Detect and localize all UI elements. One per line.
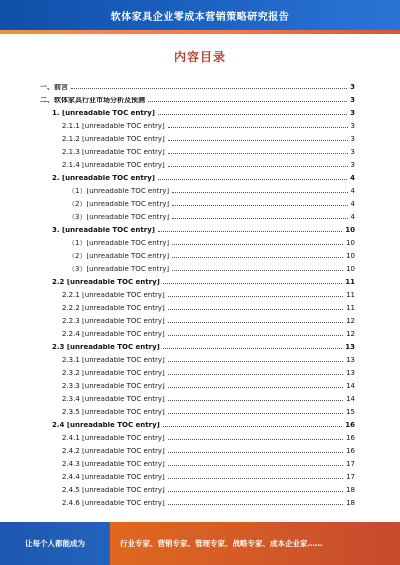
toc-entry-title: 2.1.1 [unreadable TOC entry] — [62, 123, 165, 130]
footer-left-text: 让每个人都能成为 — [0, 522, 110, 565]
toc-leader-dots — [168, 465, 343, 466]
toc-leader-dots — [172, 244, 343, 245]
toc-leader-dots — [168, 491, 343, 492]
toc-entry-title: 2.4.2 [unreadable TOC entry] — [62, 448, 165, 455]
toc-leader-dots — [168, 387, 343, 388]
toc-leader-dots — [158, 231, 342, 232]
toc-entry-page: 13 — [346, 356, 355, 364]
toc-leader-dots — [168, 374, 343, 375]
toc-entry-page: 13 — [345, 343, 355, 351]
toc-leader-dots — [163, 283, 342, 284]
toc-entry[interactable] — [40, 110, 355, 120]
toc-entry-title: （1）[unreadable TOC entry] — [68, 188, 170, 195]
toc-entry-page: 11 — [345, 278, 355, 286]
toc-leader-dots — [172, 257, 343, 258]
toc-entry-title: 二、软体家具行业市场分析及预测 — [40, 97, 145, 104]
toc-entry[interactable] — [40, 136, 355, 146]
toc-entry-page: 4 — [350, 200, 355, 208]
toc-entry-title: 2.2.4 [unreadable TOC entry] — [62, 331, 165, 338]
toc-entry-page: 3 — [350, 96, 355, 104]
toc-entry-page: 17 — [346, 460, 355, 468]
toc-entry[interactable] — [40, 84, 355, 94]
toc-leader-dots — [158, 114, 347, 115]
toc-leader-dots — [71, 88, 347, 89]
toc-entry-title: 1. [unreadable TOC entry] — [52, 110, 155, 117]
toc-leader-dots — [168, 140, 348, 141]
report-title: 软体家具企业零成本营销策略研究报告 — [110, 11, 290, 23]
toc-heading: 内容目录 — [173, 50, 226, 64]
toc-entry-title: 2.1.4 [unreadable TOC entry] — [62, 162, 165, 169]
toc-entry-title: 2.2 [unreadable TOC entry] — [52, 279, 160, 286]
toc-leader-dots — [172, 270, 343, 271]
toc-leader-dots — [168, 335, 343, 336]
toc-leader-dots — [168, 322, 343, 323]
toc-leader-dots — [148, 101, 347, 102]
toc-entry[interactable] — [40, 292, 355, 302]
toc-entry[interactable] — [40, 188, 355, 198]
toc-entry[interactable] — [40, 175, 355, 185]
toc-entry-title: 2.3.5 [unreadable TOC entry] — [62, 409, 165, 416]
toc-entry[interactable] — [40, 396, 355, 406]
toc-entry[interactable] — [40, 201, 355, 211]
toc-entry-page: 18 — [346, 486, 355, 494]
toc-leader-dots — [163, 426, 342, 427]
toc-entry-page: 12 — [346, 317, 355, 325]
toc-entry-title: 2.3.1 [unreadable TOC entry] — [62, 357, 165, 364]
toc-entry-page: 3 — [350, 84, 355, 91]
toc-entry-title: 2.3.2 [unreadable TOC entry] — [62, 370, 165, 377]
toc-entry-title: 2.4.3 [unreadable TOC entry] — [62, 461, 165, 468]
toc-entry[interactable] — [40, 123, 355, 133]
toc-entry-page: 4 — [350, 187, 355, 195]
toc-entry-title: 2.4.6 [unreadable TOC entry] — [62, 500, 165, 507]
toc-entry-title: 2.4.4 [unreadable TOC entry] — [62, 474, 165, 481]
toc-entry-title: 2.3 [unreadable TOC entry] — [52, 344, 160, 351]
toc-entry[interactable] — [40, 461, 355, 471]
toc-entry[interactable] — [40, 435, 355, 445]
toc-entry-title: （3）[unreadable TOC entry] — [68, 266, 170, 273]
toc-entry-page: 18 — [346, 499, 355, 507]
toc-entry-title: 2.1.2 [unreadable TOC entry] — [62, 136, 165, 143]
toc-entry[interactable] — [40, 162, 355, 172]
toc-entry-page: 3 — [350, 148, 355, 156]
toc-entry-title: 2. [unreadable TOC entry] — [52, 175, 155, 182]
toc-entry[interactable] — [40, 344, 355, 354]
toc-leader-dots — [168, 309, 343, 310]
toc-entry-title: 2.4.1 [unreadable TOC entry] — [62, 435, 165, 442]
toc-leader-dots — [168, 127, 348, 128]
toc-entry-page: 10 — [346, 239, 355, 247]
toc-entry[interactable] — [40, 370, 355, 380]
toc-entry[interactable] — [40, 331, 355, 341]
toc-entry-page: 10 — [346, 265, 355, 273]
toc-entry[interactable] — [40, 318, 355, 328]
toc-entry[interactable] — [40, 474, 355, 484]
toc-entry[interactable] — [40, 149, 355, 159]
toc-entry[interactable] — [40, 266, 355, 276]
toc-entry-page: 16 — [346, 434, 355, 442]
toc-entry-page: 4 — [350, 174, 355, 182]
toc-entry-title: （3）[unreadable TOC entry] — [68, 214, 170, 221]
header-accent-stripe — [0, 30, 400, 34]
toc-entry-title: （1）[unreadable TOC entry] — [68, 240, 170, 247]
toc-leader-dots — [168, 452, 343, 453]
toc-leader-dots — [158, 179, 347, 180]
toc-entry-page: 3 — [350, 109, 355, 117]
toc-leader-dots — [168, 413, 343, 414]
table-of-contents — [40, 84, 355, 510]
toc-entry[interactable] — [40, 357, 355, 367]
toc-leader-dots — [172, 205, 347, 206]
toc-entry-title: 2.2.3 [unreadable TOC entry] — [62, 318, 165, 325]
toc-entry-title: 2.3.3 [unreadable TOC entry] — [62, 383, 165, 390]
toc-entry-page: 16 — [346, 447, 355, 455]
toc-entry[interactable] — [40, 305, 355, 315]
toc-leader-dots — [172, 218, 347, 219]
report-header-bar — [0, 0, 400, 30]
toc-entry-page: 17 — [346, 473, 355, 481]
toc-entry-page: 12 — [346, 330, 355, 338]
toc-leader-dots — [168, 504, 343, 505]
toc-entry-page: 10 — [346, 252, 355, 260]
toc-entry-page: 3 — [350, 161, 355, 169]
toc-entry[interactable] — [40, 487, 355, 497]
toc-entry-title: 2.4.5 [unreadable TOC entry] — [62, 487, 165, 494]
toc-entry[interactable] — [40, 409, 355, 419]
toc-entry-title: 2.2.2 [unreadable TOC entry] — [62, 305, 165, 312]
toc-leader-dots — [168, 478, 343, 479]
toc-entry-page: 10 — [345, 226, 355, 234]
toc-entry[interactable] — [40, 422, 355, 432]
toc-leader-dots — [168, 296, 343, 297]
toc-leader-dots — [168, 361, 343, 362]
toc-leader-dots — [168, 166, 348, 167]
toc-entry[interactable] — [40, 500, 355, 510]
toc-entry[interactable] — [40, 279, 355, 289]
toc-entry[interactable] — [40, 448, 355, 458]
toc-entry[interactable] — [40, 253, 355, 263]
toc-entry[interactable] — [40, 383, 355, 393]
toc-leader-dots — [168, 153, 348, 154]
toc-entry-title: 2.2.1 [unreadable TOC entry] — [62, 292, 165, 299]
toc-entry-page: 15 — [346, 408, 355, 416]
toc-leader-dots — [172, 192, 347, 193]
toc-entry[interactable] — [40, 240, 355, 250]
toc-entry-page: 3 — [350, 135, 355, 143]
toc-entry[interactable] — [40, 97, 355, 107]
toc-leader-dots — [163, 348, 342, 349]
promo-footer — [0, 522, 400, 565]
toc-entry-page: 4 — [350, 213, 355, 221]
toc-entry-title: （2）[unreadable TOC entry] — [68, 253, 170, 260]
toc-entry-title: （2）[unreadable TOC entry] — [68, 201, 170, 208]
toc-entry-title: 3. [unreadable TOC entry] — [52, 227, 155, 234]
toc-entry-page: 16 — [345, 421, 355, 429]
toc-leader-dots — [168, 439, 343, 440]
toc-entry-page: 3 — [350, 122, 355, 130]
toc-entry-title: 2.1.3 [unreadable TOC entry] — [62, 149, 165, 156]
toc-entry[interactable] — [40, 227, 355, 237]
toc-entry-title: 2.3.4 [unreadable TOC entry] — [62, 396, 165, 403]
toc-entry-page: 11 — [346, 304, 355, 312]
toc-entry-page: 11 — [346, 291, 355, 299]
toc-entry-title: 2.4 [unreadable TOC entry] — [52, 422, 160, 429]
footer-right-text: 行业专家、营销专家、管理专家、战略专家、成本企业家…… — [110, 522, 400, 565]
toc-leader-dots — [168, 400, 343, 401]
toc-entry[interactable] — [40, 214, 355, 224]
toc-entry-page: 14 — [346, 382, 355, 390]
toc-entry-page: 13 — [346, 369, 355, 377]
toc-entry-page: 14 — [346, 395, 355, 403]
toc-entry-title: 一、前言 — [40, 84, 68, 91]
